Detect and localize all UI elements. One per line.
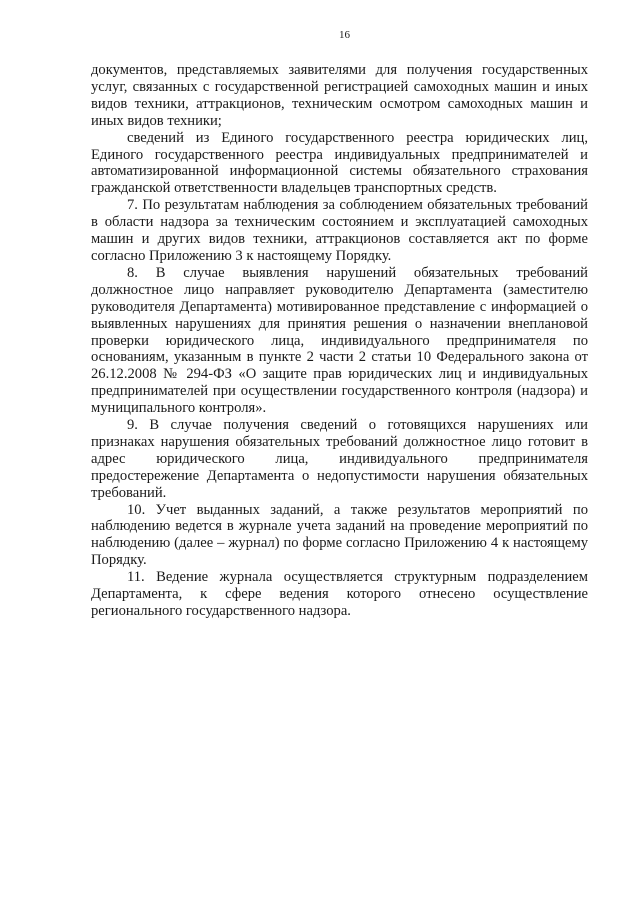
paragraph-item-10: 10. Учет выданных заданий, а также результатов мероприятий по наблюдению ведется в журнале учета заданий на проведение мероприятий по наблюдению (далее – журнал) по форме согласно Приложению 4 к настоящему Порядку.: [91, 501, 588, 569]
page-number: 16: [339, 29, 350, 41]
paragraph-item-8: 8. В случае выявления нарушений обязательных требований должностное лицо направляет руководителю Департамента (заместителю руководителя Департамента) мотивированное представление с информацией о выявленных нарушениях для принятия решения о назначении внеплановой проверки юридического лица, индивидуального предпринимателя по основаниям, указанным в пункте 2 части 2 статьи 10 Федерального закона от 26.12.2008 № 294-ФЗ «О защите прав юридических лиц и индивидуальных предпринимателей при осуществлении государственного контроля (надзора) и муниципального контроля».: [91, 264, 588, 417]
paragraph-registry-info: сведений из Единого государственного реестра юридических лиц, Единого государственного реестра индивидуальных предпринимателей и автоматизированной информационной системы обязательного страхования гражданской ответственности владельцев транспортных средств.: [91, 129, 588, 197]
paragraph-documents-continuation: документов, представляемых заявителями для получения государственных услуг, связанных с государственной регистрацией самоходных машин и иных видов техники, аттракционов, техническим осмотром самоходных машин и иных видов техники;: [91, 62, 588, 129]
paragraph-item-7: 7. По результатам наблюдения за соблюдением обязательных требований в области надзора за техническим состоянием и эксплуатацией самоходных машин и других видов техники, аттракционов составляется акт по форме согласно Приложению 3 к настоящему Порядку.: [91, 197, 588, 264]
document-body: [91, 62, 588, 620]
paragraph-item-9: 9. В случае получения сведений о готовящихся нарушениях или признаках нарушения обязательных требований должностное лицо готовит в адрес юридического лица, индивидуального предпринимателя предостережение Департамента о недопустимости нарушения обязательных требований.: [91, 417, 588, 501]
paragraph-item-11: 11. Ведение журнала осуществляется структурным подразделением Департамента, к сфере ведения которого отнесено осуществление регионального государственного надзора.: [91, 569, 588, 619]
